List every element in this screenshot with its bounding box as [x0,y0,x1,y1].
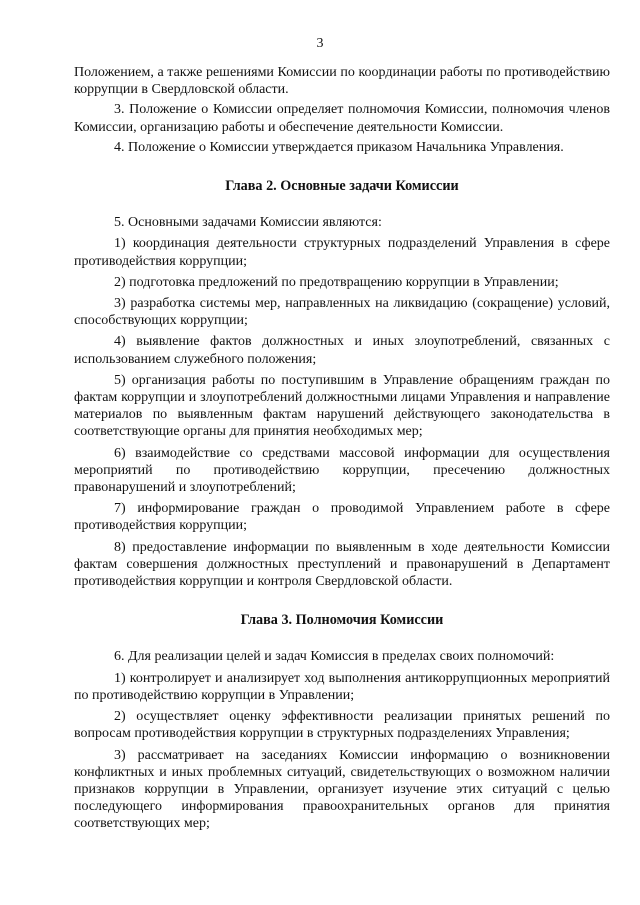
chapter-3-item: 2) осуществляет оценку эффективности реализации принятых решений по вопросам противодействия коррупции в структурных подразделениях Управления; [74,709,610,742]
chapter-3-item: 1) контролирует и анализирует ход выполнения антикоррупционных мероприятий по противодействию коррупции в Управлении; [74,670,610,703]
chapter-2-item: 3) разработка системы мер, направленных на ликвидацию (сокращение) условий, способствующих коррупции; [74,296,610,329]
chapter-2-item: 8) предоставление информации по выявленным в ходе деятельности Комиссии фактам совершения должностных преступлений и правонарушений в Департамент противодействия коррупции и контроля Свердловской области. [74,539,610,590]
chapter-3-item: 3) рассматривает на заседаниях Комиссии информацию о возникновении конфликтных и иных проблемных ситуаций, свидетельствующих о возможном наличии признаков коррупции в Управлении, организует изучение этих ситуаций с целью последующего информирования правоохранительных органов для принятия соответствующих мер; [74,747,610,832]
chapter-2-item: 5) организация работы по поступившим в Управление обращениям граждан по фактам коррупции и злоупотреблений должностными лицами Управления и направление материалов по выявленным фактам нарушений действующего законодательства в соответствующие органы для принятия необходимых мер; [74,372,610,440]
chapter-3-heading: Глава 3. Полномочия Комиссии [240,612,444,629]
document-body [74,64,610,833]
chapter-2-item: 2) подготовка предложений по предотвращению коррупции в Управлении; [114,274,559,290]
page-number: 3 [316,36,324,51]
chapter-3-lead: 6. Для реализации целей и задач Комиссия в пределах своих полномочий: [114,649,555,665]
chapter-2-item: 6) взаимодействие со средствами массовой информации для осуществления мероприятий по противодействию коррупции, пресечению должностных правонарушений и злоупотреблений; [74,445,610,496]
chapter-2-item: 7) информирование граждан о проводимой Управлением работе в сфере противодействия коррупции; [74,501,610,534]
intro-paragraph: Положением, а также решениями Комиссии по координации работы по противодействию коррупции в Свердловской области. [74,65,610,98]
chapter-2-item: 4) выявление фактов должностных и иных злоупотреблений, связанных с использованием служебного положения; [74,334,610,367]
intro-paragraph: 4. Положение о Комиссии утверждается приказом Начальника Управления. [114,139,564,155]
chapter-2-lead: 5. Основными задачами Комиссии являются: [114,215,382,231]
chapter-2-item: 1) координация деятельности структурных подразделений Управления в сфере противодействия коррупции; [74,236,610,269]
chapter-2-heading: Глава 2. Основные задачи Комиссии [225,178,459,195]
intro-paragraph: 3. Положение о Комиссии определяет полномочия Комиссии, полномочия членов Комиссии, организацию работы и обеспечение деятельности Комиссии. [74,102,610,135]
